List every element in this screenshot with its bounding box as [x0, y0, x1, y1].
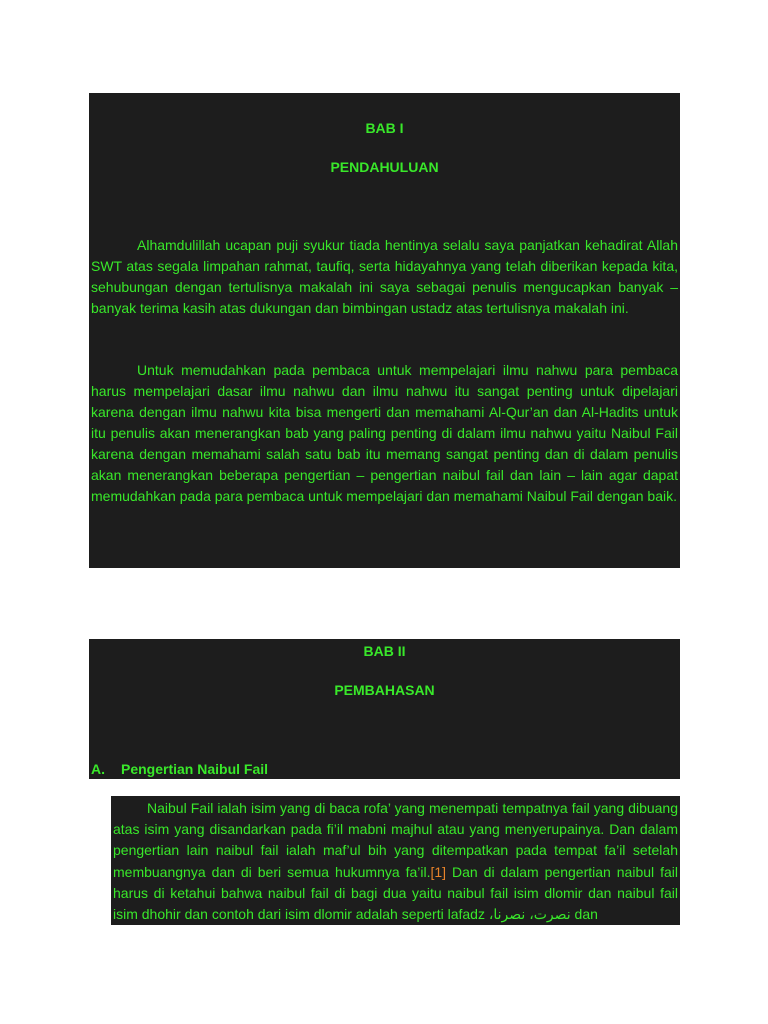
paragraph-text: dan — [570, 906, 598, 923]
bab2-definition-section — [111, 796, 680, 925]
paragraph-text: Dan di dalam pengertian naibul fail harus di ketahui bahwa naibul fail di bagi dua yaitu naibul fail isim dlomir dan naibul fail isim dhohir dan contoh dari isim dlomir adalah seperti lafadz — [113, 863, 678, 923]
section-letter: A. — [91, 761, 105, 777]
paragraph: Alhamdulillah ucapan puji syukur tiada hentinya selalu saya panjatkan kehadirat Allah SWT atas segala limpahan rahmat, taufiq, serta hidayahnya yang telah diberikan kepada kita, sehubungan dengan tertulisnya makalah ini saya sebagai penulis mengucapkan banyak – banyak terima kasih atas dukungan dan bimbingan ustadz atas tertulisnya makalah ini. — [91, 237, 678, 316]
bab2-header-section — [89, 639, 680, 779]
definition-paragraph — [113, 798, 678, 925]
chapter-label: BAB I — [365, 120, 404, 136]
chapter-title: PEMBAHASAN — [334, 682, 435, 698]
bab1-section — [89, 93, 680, 568]
chapter-title: PENDAHULUAN — [330, 159, 439, 175]
chapter-label: BAB II — [363, 643, 406, 659]
section-heading — [91, 760, 268, 778]
paragraph: Untuk memudahkan pada pembaca untuk mempelajari ilmu nahwu para pembaca harus mempelajari dasar ilmu nahwu dan ilmu nahwu itu sangat penting untuk dipelajari karena dengan ilmu nahwu kita bisa mengerti dan memahami Al-Qur’an dan Al-Hadits untuk itu penulis akan menerangkan bab yang paling penting di dalam ilmu nahwu yaitu Naibul Fail karena dengan memahami salah satu bab itu memang sangat penting dan di dalam penulis akan menerangkan beberapa pengertian – pengertian naibul fail dan lain – lain agar dapat memudahkan pada para pembaca untuk mempelajari dan memahami Naibul Fail dengan baik. — [91, 362, 678, 504]
arabic-example: نصرت، نصرنا، — [488, 906, 571, 923]
paragraph-text: Naibul Fail ialah isim yang di baca rofa’ yang menempati tempatnya fail yang dibuang atas isim yang disandarkan pada fi’il mabni majhul atau yang menyerupainya. Dan dalam pengertian lain naibul fail ialah maf’ul bih yang ditempatkan pada tempat fa’il setelah membuangnya dan di beri semua hukumnya fa’il. — [113, 800, 678, 880]
footnote-link[interactable]: [1] — [430, 863, 447, 880]
section-title: Pengertian Naibul Fail — [121, 761, 269, 777]
